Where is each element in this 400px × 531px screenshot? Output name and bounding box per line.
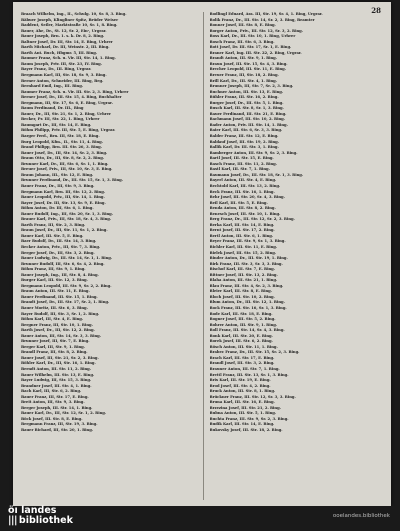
directory-entry: Brecher Leopold, III. Str. 11, E. Ring. xyxy=(209,67,286,72)
column-divider xyxy=(203,12,204,500)
directory-entry: Baumer Franz, Sch. u. Vir. III. Str. 2, 3. Ring, Urhrer xyxy=(21,89,129,94)
directory-entry: Blum Anton, Dr., III. Str. 12, 1. Ring. xyxy=(209,300,285,305)
directory-entry: Böhm Franz, III, Str. 9, 1. Ring. xyxy=(21,267,86,272)
directory-entry: Brauner Anton, III. Str. 7, 1. Ring. xyxy=(209,367,280,371)
document-page xyxy=(13,2,391,506)
library-logo xyxy=(8,506,73,526)
directory-entry: Barth Josef, Dr., III, Str. 12, 2. Ring. xyxy=(21,328,95,333)
directory-entry: Brandl Josef, III. Str. 3, 2. Ring. xyxy=(209,361,275,366)
footer-bar xyxy=(0,506,400,531)
directory-entry: Berger Karl, III, Str. 9, 1. Ring. xyxy=(21,344,85,349)
directory-entry: Benesch Josef, III. Str. 10, 1. Ring. xyxy=(209,211,281,216)
directory-entry: Breuer Josef, Priv., III, Str. 10, Sr. 3, E. Ring. xyxy=(21,167,113,172)
directory-entry: Bichler Karl, III. Str. 11, E. Ring. xyxy=(209,244,278,249)
directory-entry: Baier Karl, III. Str. 6, Sr. 3, 3. Ring. xyxy=(209,128,283,133)
directory-entry: Balder Franz, III. Str. 12, E. Ring. xyxy=(209,134,279,139)
directory-entry: Baum Joseph, Priv. III, Str. 23, IV. Ring. xyxy=(21,61,102,66)
directory-entry: Brunner Josef, III, Str. 7, E. Ring. xyxy=(21,339,90,344)
directory-entry: Bergmann, III, Str. 17, Sr. 6, E. Ring, Urgrar. xyxy=(21,100,113,105)
directory-entry: Brix Karl, III. Str. 19, E. Ring. xyxy=(209,378,271,383)
directory-entry: Braun Josef, III. Str. 15, Sr. 4, 3. Ring. xyxy=(209,61,288,66)
directory-entry: Bauer Ludwig, Dr., III. Str. 14, Sr. 1, 1. Ring. xyxy=(21,256,113,261)
directory-entry: Bauer Franz, III, Str. 17, E. Ring. xyxy=(21,394,89,399)
directory-entry: Bruck Anton, III. Str. 8, 1. Ring. xyxy=(209,389,276,394)
directory-entry: Baltner Josef, Dr. III, Str. 14, E. Ring, Urhrer xyxy=(21,39,113,44)
directory-entry: Becker, Pr. III, Str. 22, 1. Ring, Urhrer xyxy=(21,117,100,122)
directory-entry: Borek Josef, III. Str. 6, 2. Ring. xyxy=(209,339,273,344)
directory-entry: Brandl Franz, III, Str. 8, 2. Ring. xyxy=(21,350,88,355)
directory-entry: Bielek Josef, III. Str. 15, 2. Ring. xyxy=(209,250,277,255)
directory-entry: Brückner Franz, III. Str. 12, Sr. 3, 3. Ring. xyxy=(209,394,296,399)
directory-entry: Böhm Anton, Dr. III, Str. 6, 1. Ring. xyxy=(21,206,94,211)
directory-entry: Ballik Karl, Dr. III. Str. 3, 1. Ring. xyxy=(209,145,279,150)
directory-entry: Braun Otto, Dr., III, Str. 8, Sr. 2, 2. Ring. xyxy=(21,156,105,161)
directory-entry: Böhler Karl, Dr., III, Str. 16, 1. Ring. xyxy=(21,361,96,366)
directory-entry: Bösch Anton, III. Str. 11, 1. Ring. xyxy=(209,344,278,349)
directory-entry: Barth Ant. Buch, Hbgmr. 5, III. Ring. xyxy=(21,50,98,55)
directory-entry: Bäbuer Joseph, Klingliner Spitz, Brüder Weiser xyxy=(21,17,119,22)
logo-line-2: ||| bibliothek xyxy=(8,515,73,526)
directory-entry: Bauer, Ahe, Dr., St. 12, Sr. 2, Ein-, Urgrar. xyxy=(21,28,107,33)
directory-entry: Brunner Ferdinand, Dr., III. Str. 15, Sr. 1, 3. Ring. xyxy=(21,178,123,183)
left-column xyxy=(21,12,197,500)
directory-entry: Brill Karl, Dr., III. Str. 4, 1. Ring. xyxy=(209,78,277,83)
directory-entry: Buchner Anton, III. Str. 13, E. Ring. xyxy=(209,89,284,94)
directory-entry: Brod Josef, III. Str. 4, 2. Ring. xyxy=(209,383,271,388)
page-number: 28 xyxy=(371,6,381,15)
directory-entry: Bauer Rudolf, Ing., III, Str. 20, Sr. 1, 3. Ring. xyxy=(21,211,113,216)
directory-entry: Braach Wilhelm, Ing., II., Schulg. 10, Sr. 8, 3. Ring. xyxy=(21,12,127,16)
directory-entry: Bruna Karl, III. Str. 16, E. Ring. xyxy=(209,400,275,405)
directory-entry: Burg Leopold, Kfm., II., Str. 11, 4. Ring. xyxy=(21,139,103,144)
directory-entry: Brunner Joseph, III, Str. 7, Sr. 2, 3. Ring. xyxy=(209,84,294,89)
directory-entry: Budik Karl, III. Str. 14, E. Ring. xyxy=(209,422,275,427)
directory-entry: Bott Josef, Dr. III. Str. 17, Sr. 1, E. Ring. xyxy=(209,45,292,50)
directory-entry: Bayerl Anton, III. Str. 4, E. Ring. xyxy=(209,178,277,183)
directory-entry: Berner Josef, Dr., III. Str. 15, 4. Ring, Buchhalter xyxy=(21,95,122,100)
directory-entry: Bayer Franz, Dr., III. Ring, Urgrar. xyxy=(21,67,92,72)
directory-entry: Barger Ferd., Brn. III, Str. 18, E. Ring. xyxy=(21,134,100,139)
directory-entry: Berner Anton, Schneider, III. Ring, Beg. xyxy=(21,78,104,83)
directory-entry: Bukovsky Josef, III. Str. 18, 2. Ring. xyxy=(209,428,283,433)
directory-entry: Bauer Ferdinand, III. Str. 21, E. Ring. xyxy=(209,111,287,116)
directory-entry: Blau Franz, III. Str. 4, Sr. 2, 3. Ring. xyxy=(209,283,284,288)
directory-entry: Bauer Anton, III, Str. 14, Sr. 3, 3. Ring. xyxy=(21,333,101,338)
source-watermark: ooelandes.bibliothek xyxy=(332,513,390,519)
directory-entry: Burger Karl, III. Str. 12, 3. Ring. xyxy=(21,278,88,283)
directory-entry: Benda Anton, III. Str. 8, 2. Ring. xyxy=(209,206,276,211)
directory-entry: Böhm Karl, III, Str. 4, E. Ring. xyxy=(21,317,84,322)
directory-entry: Brzezina Josef, III. Str. 21, 2. Ring. xyxy=(209,405,281,410)
directory-entry: Braner Karl, Ing. III. Str. 22, 2. Ring, Urgrar. xyxy=(209,50,302,55)
directory-entry: Bernt Josef, III. Str. 17, 2. Ring. xyxy=(209,228,275,233)
directory-entry: Bertl Anton, III. Str. 6, 1. Ring. xyxy=(209,233,274,238)
directory-entry: Borger Anton, Priv., III. Str. 12, Sr. 3, 2. Ring. xyxy=(209,28,303,33)
directory-entry: Berger Josef, Dr., III, Str. 3, 2. Ring. xyxy=(21,250,95,255)
directory-entry: Brettl Franz, III. Str. 13, Sr. 1, 3. Ring. xyxy=(209,372,289,377)
directory-entry: Beyer Franz, III. Str. 9, Sr. 1, 3. Ring. xyxy=(209,239,286,244)
directory-entry: Burger Josef, Dr., III. Str. 5, 1. Ring. xyxy=(209,100,284,105)
directory-entry: Bühler Franz, III. Str. 16, 2. Ring. xyxy=(209,95,279,100)
directory-entry: Baumann Josef, Dr., III. Str. 18, Sr. 1, 3. Ring. xyxy=(209,172,304,177)
directory-entry: Beck Franz, III. Str. 16, 1. Ring. xyxy=(209,189,275,194)
logo-line-1: öı landes xyxy=(8,505,57,516)
directory-entry: Bauer Leopold, Priv., III, Str. 14, 1. Ring. xyxy=(21,195,105,200)
directory-entry: Bechtold Karl, III. Str. 13, 2. Ring. xyxy=(209,183,281,188)
directory-entry: Buchta Franz, III. Str. 9, Sr. 2, 3. Ring. xyxy=(209,416,289,421)
directory-entry: Bogner Josef, III. Str. 5, 2. Ring. xyxy=(209,317,276,322)
directory-entry: Bachmann Josef, III. Str. 10, 2. Ring. xyxy=(209,117,285,122)
directory-entry: Bonner Josef, III. Str. 8, E. Ring. xyxy=(209,23,276,28)
directory-entry: Breuer Franz, III, Str. 18, 2. Ring. xyxy=(209,73,279,78)
directory-entry: Behr Josef, III. Str. 20, Sr. 4, 3. Ring. xyxy=(209,195,285,200)
directory-entry: Brunner Rudolf, III, Str. 6, Sr. 4, 2. Ring. xyxy=(21,261,105,266)
right-column xyxy=(210,12,386,500)
directory-entry: Bach Karl, III, Str. 6, 2. Ring. xyxy=(21,389,82,394)
directory-entry: Bauer Joseph, Brn. 1. s. k. Dr. 8, 2. Ring. xyxy=(21,34,105,39)
directory-entry: Birk Franz, III. Str. 3, Sr. 3, 3. Ring. xyxy=(209,261,283,266)
directory-entry: Boss Karl, Dr., III. Str. 10, 1. Ring, Urhrer xyxy=(209,34,296,39)
directory-entry: Barth Franz, III, Str. 2, 3. Ring. xyxy=(21,222,86,227)
directory-entry: Bauer, Dr., III, Str. 21, Sr. 1, 2. Ring, Urhrer xyxy=(21,111,111,116)
directory-entry: Bauer Joseph, Ing., III, Str. 8, 4. Ring. xyxy=(21,272,99,277)
directory-entry: Baumgart Dr., III, Str. 14, E. Ring. xyxy=(21,122,92,127)
directory-entry: Baum Ferdinand, Dr. III., Ring xyxy=(21,106,84,111)
directory-entry: Bode Karl, III. Str. 18, E. Ring. xyxy=(209,311,273,316)
directory-entry: Brand Philipp, Brn. III. Str. 26, 3. Ring. xyxy=(21,145,102,150)
directory-entry: Barth Michael, Dr. III, Weinstr. 2, III. Ring. xyxy=(21,45,110,50)
directory-entry: Baumer Franz, Sch. u. Vir. III, Str. 14, 1. Ring. xyxy=(21,56,116,61)
directory-entry: Binder Anton, Dr., III. Str. 19, 1. Ring. xyxy=(209,256,288,261)
directory-entry: Bayer Rudolf, III, Str. 3, Sr. 1, 2. Ring. xyxy=(21,311,100,316)
directory-entry: Bloch Josef, III. Str. 10, 2. Ring. xyxy=(209,294,275,299)
directory-entry: Bastl Karl, III. Str. 7, 1. Ring. xyxy=(209,167,270,172)
directory-entry: Brandner Josef, III. Str. 4, 1. Ring. xyxy=(21,383,92,388)
directory-entry: Breit Anton, III, Str. 9, 3. Ring. xyxy=(21,400,85,405)
directory-entry: Bosch Franz, III. Str. 6, 3. Ring. xyxy=(209,39,275,44)
directory-entry: Bader Anton, Priv. III. Str. 14, 1. Ring. xyxy=(209,122,288,127)
directory-entry: Braun Johann, III., Str. 12, E. Ring. xyxy=(21,172,94,177)
directory-entry: Brauer Karl, Priv., III, Str. 18, Sr. 4, 3. Ring. xyxy=(21,217,112,222)
directory-entry: Bittner Josef, III. Str. 13, 2. Ring. xyxy=(209,272,278,277)
directory-entry: Basch Franz, III. Str. 11, 2. Ring. xyxy=(209,161,277,166)
directory-entry: Berger Joseph, III. Str. 14, 1. Ring. xyxy=(21,405,93,410)
directory-entry: Bauer Richard, III, Str. 20, 1. Ring. xyxy=(21,428,94,433)
directory-entry: Brunner Karl, Dr., III, Str. 6, Sr. 1, 1. Ring. xyxy=(21,161,109,166)
directory-entry: Bonk Karl, III. Str. 20, E. Ring. xyxy=(209,333,273,338)
directory-entry: Bayer Josef, Dr. III, Str. 13, Sr. 9, E. Ring. xyxy=(21,200,106,205)
directory-entry: Bolik Franz, Dr., III. Str. 14, Sr. 2, 3. Ring, Beamter xyxy=(209,17,315,22)
directory-entry: Bischof Karl, III. Str. 7, E. Ring. xyxy=(209,267,275,272)
directory-entry: Bernhard Emil, Ing., III. Ring. xyxy=(21,84,84,89)
directory-entry: Bodlingl Eduard, Ass. III, Str. 19, Sr. 4, 1. Ring, Urgrar. xyxy=(209,12,323,16)
directory-entry: Bergmann Karl, Brn. III, Str. 12, 2. Ring. xyxy=(21,189,106,194)
directory-entry: Bohrer Anton, III. Str. 9, 1. Ring. xyxy=(209,322,278,327)
directory-entry: Baddent, Seiler, Marktstraße 10, Sr. 1, 8. Ring. xyxy=(21,23,118,28)
directory-entry: Busch Karl, III. Str. 8, Sr. 1, 3. Ring. xyxy=(209,106,284,111)
directory-entry: Böhm Philipp, Priv. III, Str. 5, E. Ring, Urgrar. xyxy=(21,128,116,133)
logo-line-2-text: bibliothek xyxy=(18,515,73,526)
directory-entry: Berg Franz, Dr., III. Str. 12, Sr. 2, 3. Ring. xyxy=(209,217,295,222)
directory-entry: Berndt Anton, III. Str. 11, 2. Ring. xyxy=(21,367,92,371)
directory-entry: Bauer Karl, III. Str. 5, E. Ring. xyxy=(21,233,84,238)
directory-entry: Bergmann Franz, III, Str. 19, 3. Ring. xyxy=(21,422,98,427)
directory-entry: Becker Anton, Priv., III, Str. 7, 3. Ring. xyxy=(21,244,101,249)
text-columns xyxy=(21,12,385,500)
directory-entry: Bergner Franz, III, Str. 10, 1. Ring. xyxy=(21,322,93,327)
directory-entry: Braun Josef, Dr., III, Str. 11, Sr. 1, 2. Ring. xyxy=(21,228,108,233)
directory-entry: Bergmann Karl, III, Str. 18, Sr. 9, 3. Ring. xyxy=(21,73,107,78)
directory-entry: Berka Karl, III. Str. 14, E. Ring. xyxy=(209,222,275,227)
directory-entry: Blaha Anton, III. Str. 21, 1. Ring. xyxy=(209,278,278,283)
directory-entry: Bauer Josef, III, Str. 21, Sr. 2, 3. Ring. xyxy=(21,355,99,360)
directory-entry: Bleier Karl, III. Str. 8, E. Ring. xyxy=(209,289,272,294)
directory-entry: Brach Karl, III. Str. 17, E. Ring. xyxy=(209,355,275,360)
directory-entry: Bauer Ferdinand, III. Str. 15, 1. Ring. xyxy=(21,294,98,299)
directory-entry: Baer Rudolf, Dr., III. Str. 14, 3. Ring. xyxy=(21,239,97,244)
directory-entry: Bauer Moritz, III. Str. 6, 3. Ring. xyxy=(21,305,88,310)
directory-entry: Bamberger Anton, III. Str. 9, Sr. 2, 3. Ring. xyxy=(209,150,298,155)
directory-entry: Brandt Anton, III. Str. 9, 1. Ring. xyxy=(209,56,278,61)
directory-entry: Bubna Anton, III. Str. 5, 1. Ring. xyxy=(209,411,277,416)
directory-entry: Bauer Franz, Dr., III, Str. 9, 3. Ring. xyxy=(21,183,95,188)
directory-entry: Bayer Ludwig, III, Str. 15, 3. Ring. xyxy=(21,378,92,383)
directory-entry: Bergmann Leopold, III. Str. 9, Sr. 2, 2. Ring. xyxy=(21,283,112,288)
directory-entry: Braun Anton, III. Str. 11, E. Ring. xyxy=(21,289,90,294)
directory-entry: Boll Franz, III. Str. 14, Sr. 4, 3. Ring. xyxy=(209,328,285,333)
directory-entry: Bock Franz, III. Str. 16, Sr. 1, 3. Ring. xyxy=(209,305,287,310)
directory-entry: Böck Josef, III. Str. 8, E. Ring. xyxy=(21,416,83,421)
directory-entry: Bauer Wilhelm, III. Str. 13, E. Ring. xyxy=(21,372,95,377)
directory-entry: Bauer Karl, Dr., III, Str. 12, Sr. 1, 2. Ring. xyxy=(21,411,107,416)
directory-entry: Bauer Josef, Dr., III, Str. 14, Sr. 2, 3. Ring. xyxy=(21,150,108,155)
directory-entry: Beil Karl, III. Str. 5, E. Ring. xyxy=(209,200,268,205)
directory-entry: Bartl Josef, III. Str. 15, E. Ring. xyxy=(209,156,274,161)
directory-entry: Baldauf Josef, III. Str. 19, 2. Ring. xyxy=(209,139,280,144)
directory-entry: Brabec Franz, Dr., III. Str. 15, Sr. 2, 3. Ring. xyxy=(209,350,300,355)
directory-entry: Brandt Josef, Dr., III. Str. 17, Sr. 2, 1. Ring. xyxy=(21,300,110,305)
